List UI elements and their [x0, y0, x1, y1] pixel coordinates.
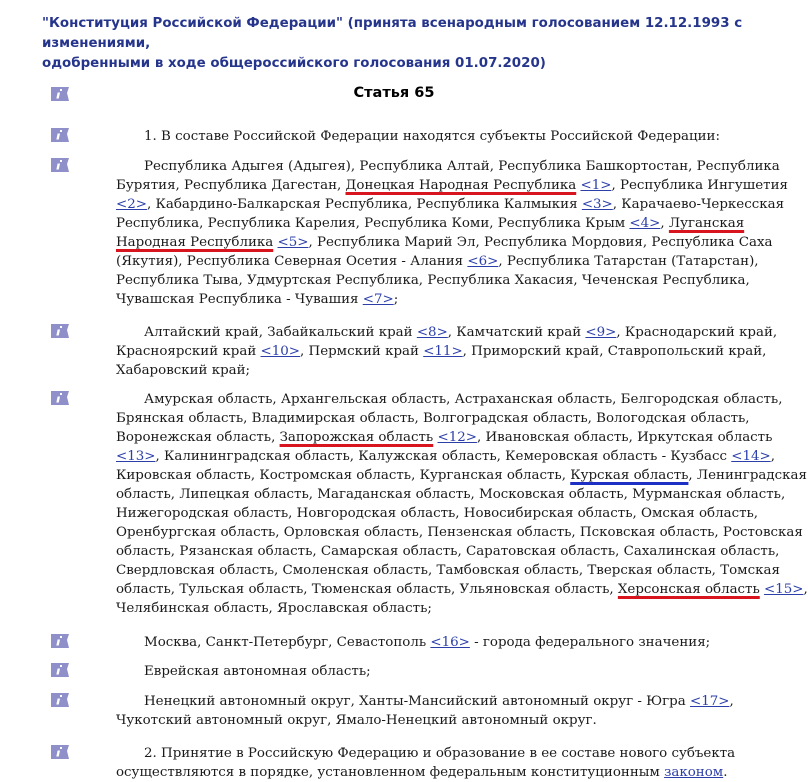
- footnote-link-10[interactable]: <10>: [260, 344, 300, 359]
- header-line-2: одобренными в ходе общероссийского голосования 01.07.2020): [42, 56, 546, 71]
- highlight-lnr-1: Луганская: [668, 216, 745, 231]
- footnote-link-7[interactable]: <7>: [362, 292, 394, 307]
- footnote-link-3[interactable]: <3>: [581, 197, 613, 212]
- footnote-link-13[interactable]: <13>: [116, 449, 156, 464]
- header-line-1: "Конституция Российской Федерации" (принята всенародным голосованием 12.12.1993 с изменениями,: [42, 16, 743, 51]
- highlight-dnr: Донецкая Народная Республика: [345, 178, 577, 193]
- paragraph-federal-cities: Москва, Санкт-Петербург, Севастополь <16> - города федерального значения;: [144, 635, 711, 650]
- paragraph-autonomous-oblast: Еврейская автономная область;: [144, 664, 371, 679]
- info-note-icon[interactable]: [50, 662, 70, 678]
- footnote-link-1[interactable]: <1>: [580, 178, 612, 193]
- footnote-link-17[interactable]: <17>: [689, 694, 730, 709]
- info-note-icon[interactable]: [50, 744, 70, 760]
- highlight-zaporozhye: Запорожская область: [279, 430, 434, 445]
- footnote-link-6[interactable]: <6>: [467, 254, 499, 269]
- paragraph-1: 1. В составе Российской Федерации находятся субъекты Российской Федерации:: [144, 129, 720, 144]
- info-note-icon[interactable]: [50, 390, 70, 406]
- highlight-kherson: Херсонская область: [617, 582, 760, 597]
- paragraph-autonomous-okrugs: Ненецкий автономный округ, Ханты-Мансийский автономный округ - Югра <17>, Чукотский автономный округ, Ямало-Ненецкий автономный округ.: [116, 694, 734, 728]
- footnote-link-9[interactable]: <9>: [585, 325, 617, 340]
- footnote-link-8[interactable]: <8>: [416, 325, 448, 340]
- footnote-link-2[interactable]: <2>: [116, 197, 147, 212]
- paragraph-2: 2. Принятие в Российскую Федерацию и образование в ее составе нового субъекта осуществляются в порядке, установленном федеральным конституционным законом.: [116, 746, 736, 780]
- footnote-link-5[interactable]: <5>: [277, 235, 309, 250]
- info-note-icon[interactable]: [50, 323, 70, 339]
- info-note-icon[interactable]: [50, 692, 70, 708]
- document-header: [42, 14, 772, 74]
- footnote-link-16[interactable]: <16>: [430, 635, 470, 650]
- info-note-icon[interactable]: [50, 633, 70, 649]
- paragraph-republics: Республика Адыгея (Адыгея), Республика Алтай, Республика Башкортостан, Республика Бурятия, Республика Дагестан, Донецкая Народная Республика <1>, Республика Ингушетия <2>, Кабардино-Балкарская Республика, Республика Калмыкия <3>, Карачаево-Черкесская Республика, Республика Карелия, Республика Коми, Республика Крым <4>, Луганская Народная Республика <5>, Республика Марий Эл, Республика Мордовия, Республика Саха (Якутия), Республика Северная Осетия - Алания <6>, Республика Татарстан (Татарстан), Республика Тыва, Удмуртская Республика, Республика Хакасия, Чеченская Республика, Чувашская Республика - Чувашия <7>;: [116, 159, 788, 307]
- info-note-icon[interactable]: [50, 157, 70, 173]
- footnote-link-14[interactable]: <14>: [731, 449, 771, 464]
- footnote-link-12[interactable]: <12>: [437, 430, 477, 445]
- paragraph-krais: Алтайский край, Забайкальский край <8>, Камчатский край <9>, Краснодарский край, Красноярский край <10>, Пермский край <11>, Приморский край, Ставропольский край, Хабаровский край;: [116, 325, 778, 378]
- highlight-lnr-2: Народная Республика: [116, 235, 274, 250]
- law-link[interactable]: законом: [664, 765, 724, 780]
- info-note-icon[interactable]: [50, 127, 70, 143]
- footnote-link-4[interactable]: <4>: [629, 216, 661, 231]
- highlight-kursk: Курская область: [570, 468, 689, 483]
- constitution-link[interactable]: "Конституция Российской Федерации": [42, 16, 343, 31]
- article-title: Статья 65: [353, 85, 435, 101]
- footnote-link-15[interactable]: <15>: [764, 582, 804, 597]
- footnote-link-11[interactable]: <11>: [423, 344, 463, 359]
- paragraph-oblasts: Амурская область, Архангельская область, Астраханская область, Белгородская область, Брянская область, Владимирская область, Волгоградская область, Вологодская область, Воронежская область, Запорожская область <12>, Ивановская область, Иркутская область <13>, Калининградская область, Калужская область, Кемеровская область - Кузбасс <14>, Кировская область, Костромская область, Курганская область, Курская область, Ленинградская область, Липецкая область, Магаданская область, Московская область, Мурманская область, Нижегородская область, Новгородская область, Новосибирская область, Омская область, Оренбургская область, Орловская область, Пензенская область, Псковская область, Ростовская область, Рязанская область, Самарская область, Саратовская область, Сахалинская область, Свердловская область, Смоленская область, Тамбовская область, Тверская область, Томская область, Тульская область, Тюменская область, Ульяновская область, Херсонская область <15>, Челябинская область, Ярославская область;: [116, 392, 808, 616]
